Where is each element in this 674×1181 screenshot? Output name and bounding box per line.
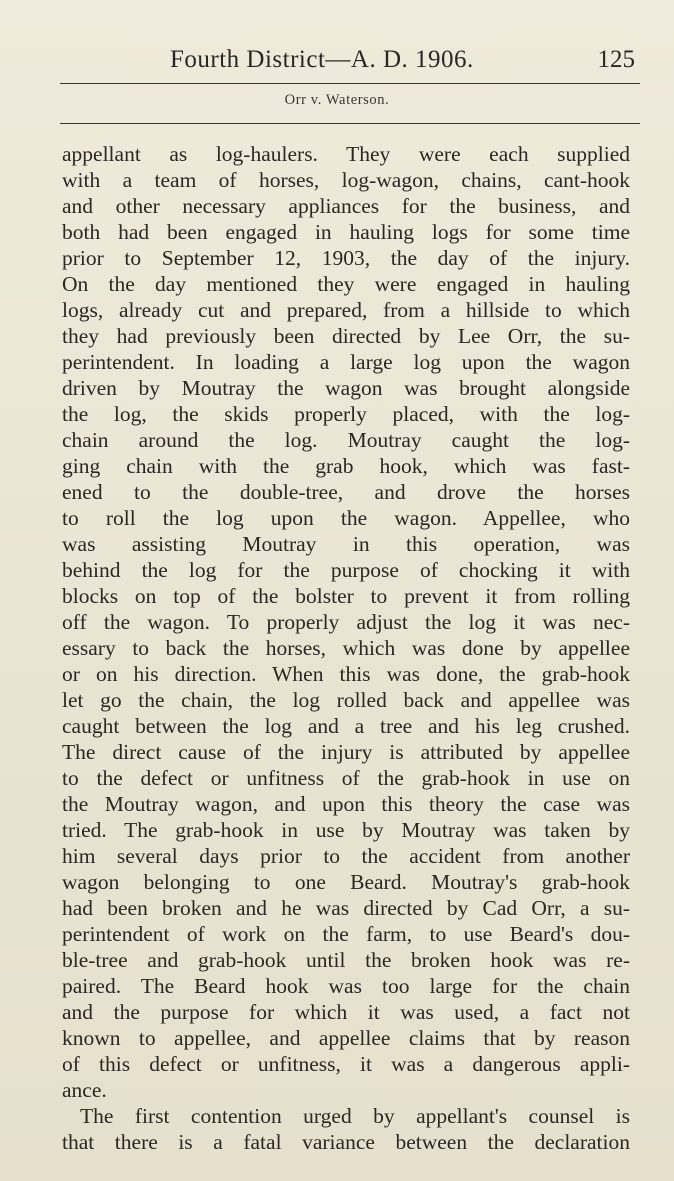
text-line: to the defect or unfitness of the grab-hook in use on <box>62 766 630 790</box>
text-line: ance. <box>62 1078 107 1102</box>
body-text <box>62 141 630 1155</box>
text-line: prior to September 12, 1903, the day of the injury. <box>62 246 630 270</box>
text-line: paired. The Beard hook was too large for the chain <box>62 974 630 998</box>
page-number: 125 <box>597 46 635 73</box>
header-rule-bottom <box>60 123 640 124</box>
text-line: him several days prior to the accident from another <box>62 844 630 868</box>
text-line: had been broken and he was directed by Cad Orr, a su- <box>62 896 630 920</box>
text-line: perintendent of work on the farm, to use Beard's dou- <box>62 922 630 946</box>
text-line: tried. The grab-hook in use by Moutray was taken by <box>62 818 630 842</box>
text-line: On the day mentioned they were engaged in hauling <box>62 272 630 296</box>
case-caption: Orr v. Waterson. <box>284 92 390 108</box>
text-line: the Moutray wagon, and upon this theory the case was <box>62 792 630 816</box>
text-line: The direct cause of the injury is attributed by appellee <box>62 740 630 764</box>
running-head-title: Fourth District—A. D. 1906. <box>170 46 474 73</box>
text-line: with a team of horses, log-wagon, chains, cant-hook <box>62 168 630 192</box>
text-line: that there is a fatal variance between the declaration <box>62 1130 630 1154</box>
text-line: to roll the log upon the wagon. Appellee, who <box>62 506 630 530</box>
text-line: and the purpose for which it was used, a fact not <box>62 1000 630 1024</box>
text-line: driven by Moutray the wagon was brought alongside <box>62 376 630 400</box>
text-line: caught between the log and a tree and his leg crushed. <box>62 714 630 738</box>
text-line: blocks on top of the bolster to prevent it from rolling <box>62 584 630 608</box>
text-line: off the wagon. To properly adjust the log it was nec- <box>62 610 630 634</box>
text-line: wagon belonging to one Beard. Moutray's grab-hook <box>62 870 630 894</box>
text-line: the log, the skids properly placed, with the log- <box>62 402 630 426</box>
text-line: they had previously been directed by Lee Orr, the su- <box>62 324 630 348</box>
text-line: was assisting Moutray in this operation, was <box>62 532 630 556</box>
text-line: chain around the log. Moutray caught the log- <box>62 428 630 452</box>
text-line: behind the log for the purpose of chocking it with <box>62 558 630 582</box>
text-line: of this defect or unfitness, it was a dangerous appli- <box>62 1052 630 1076</box>
text-line: essary to back the horses, which was done by appellee <box>62 636 630 660</box>
text-line: ging chain with the grab hook, which was fast- <box>62 454 630 478</box>
text-line: let go the chain, the log rolled back and appellee was <box>62 688 630 712</box>
text-line: appellant as log-haulers. They were each supplied <box>62 142 630 166</box>
text-line: logs, already cut and prepared, from a hillside to which <box>62 298 630 322</box>
header-rule-top <box>60 83 640 84</box>
text-line: or on his direction. When this was done, the grab-hook <box>62 662 630 686</box>
text-line: known to appellee, and appellee claims that by reason <box>62 1026 630 1050</box>
text-line: and other necessary appliances for the business, and <box>62 194 630 218</box>
running-head <box>60 46 635 76</box>
text-line: both had been engaged in hauling logs for some time <box>62 220 630 244</box>
text-line: ble-tree and grab-hook until the broken hook was re- <box>62 948 630 972</box>
text-line: perintendent. In loading a large log upon the wagon <box>62 350 630 374</box>
text-line: ened to the double-tree, and drove the horses <box>62 480 630 504</box>
text-line: The first contention urged by appellant's counsel is <box>80 1104 630 1128</box>
